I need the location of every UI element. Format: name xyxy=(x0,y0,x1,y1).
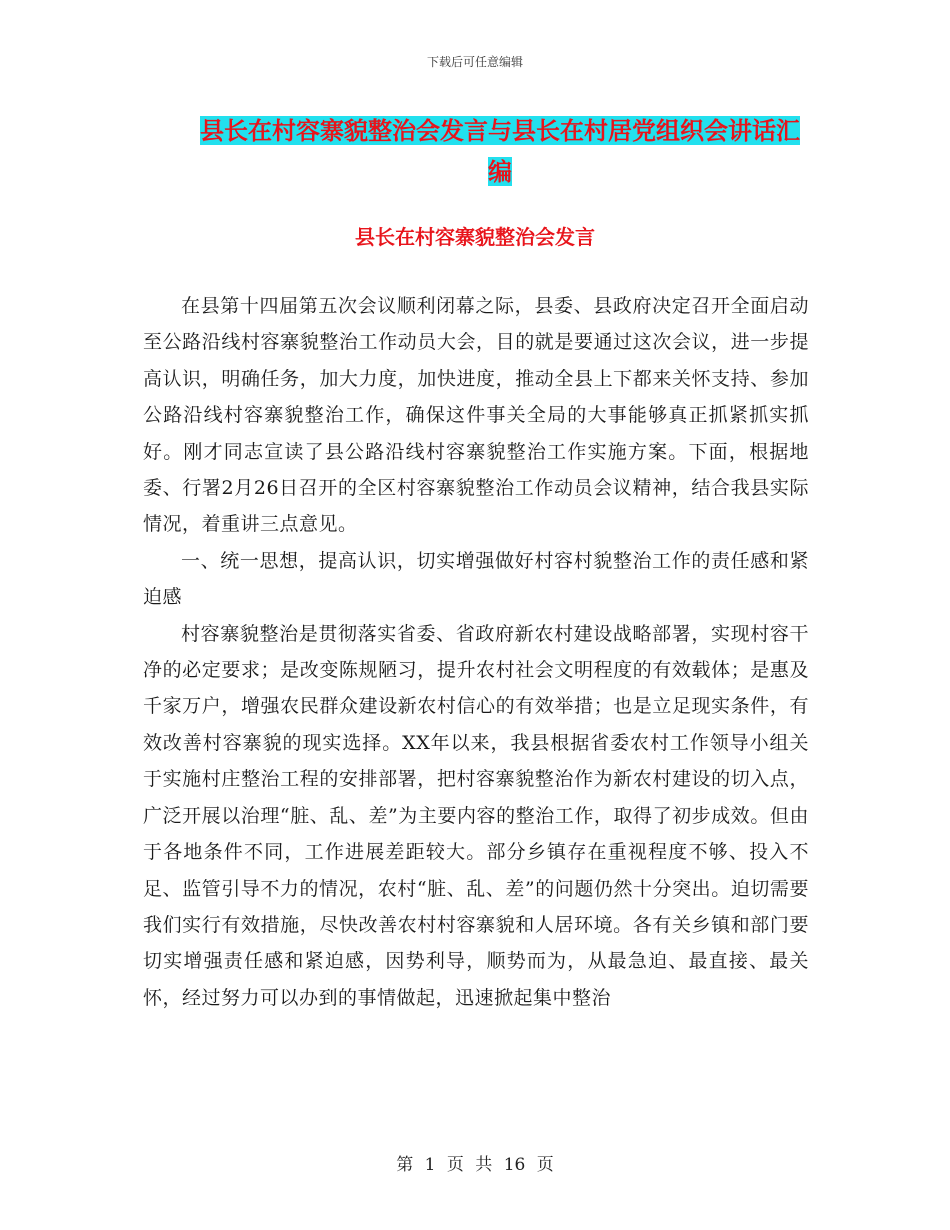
paragraph: 一、统一思想，提高认识，切实增强做好村容村貌整治工作的责任感和紧迫感 xyxy=(143,549,809,609)
paragraph: 在县第十四届第五次会议顺利闭幕之际，县委、县政府决定召开全面启动至公路沿线村容寨貌整治工作动员大会，目的就是要通过这次会议，进一步提高认识，明确任务，加大力度，加快进度，推动全县上下都来关怀支持、参加公路沿线村容寨貌整治工作，确保这件事关全局的大事能够真正抓紧抓实抓好。刚才同志宣读了县公路沿线村容寨貌整治工作实施方案。下面，根据地委、行署2月26日召开的全区村容寨貌整治工作动员会议精神，结合我县实际情况，着重讲三点意见。 xyxy=(143,295,809,536)
section-title: 县长在村容寨貌整治会发言 xyxy=(355,225,595,249)
paragraph: 村容寨貌整治是贯彻落实省委、省政府新农村建设战略部署，实现村容干净的必定要求；是改变陈规陋习，提升农村社会文明程度的有效载体；是惠及千家万户，增强农民群众建设新农村信心的有效举措；也是立足现实条件，有效改善村容寨貌的现实选择。XX年以来，我县根据省委农村工作领导小组关于实施村庄整治工程的安排部署，把村容寨貌整治作为新农村建设的切入点，广泛开展以治理“脏、乱、差”为主要内容的整治工作，取得了初步成效。但由于各地条件不同，工作进展差距较大。部分乡镇存在重视程度不够、投入不足、监管引导不力的情况，农村“脏、乱、差”的问题仍然十分突出。迫切需要我们实行有效措施，尽快改善农村村容寨貌和人居环境。各有关乡镇和部门要切实增强责任感和紧迫感，因势利导，顺势而为，从最急迫、最直接、最关怀，经过努力可以办到的事情做起，迅速掀起集中整治 xyxy=(143,622,809,1009)
header-note: 下载后可任意编辑 xyxy=(426,55,523,69)
body-text xyxy=(143,288,809,1016)
document-title-text: 县长在村容寨貌整治会发言与县长在村居党组织会讲话汇编 xyxy=(200,116,800,186)
document-title xyxy=(190,110,810,192)
page-footer: 第 1 页 共 16 页 xyxy=(396,1155,554,1175)
